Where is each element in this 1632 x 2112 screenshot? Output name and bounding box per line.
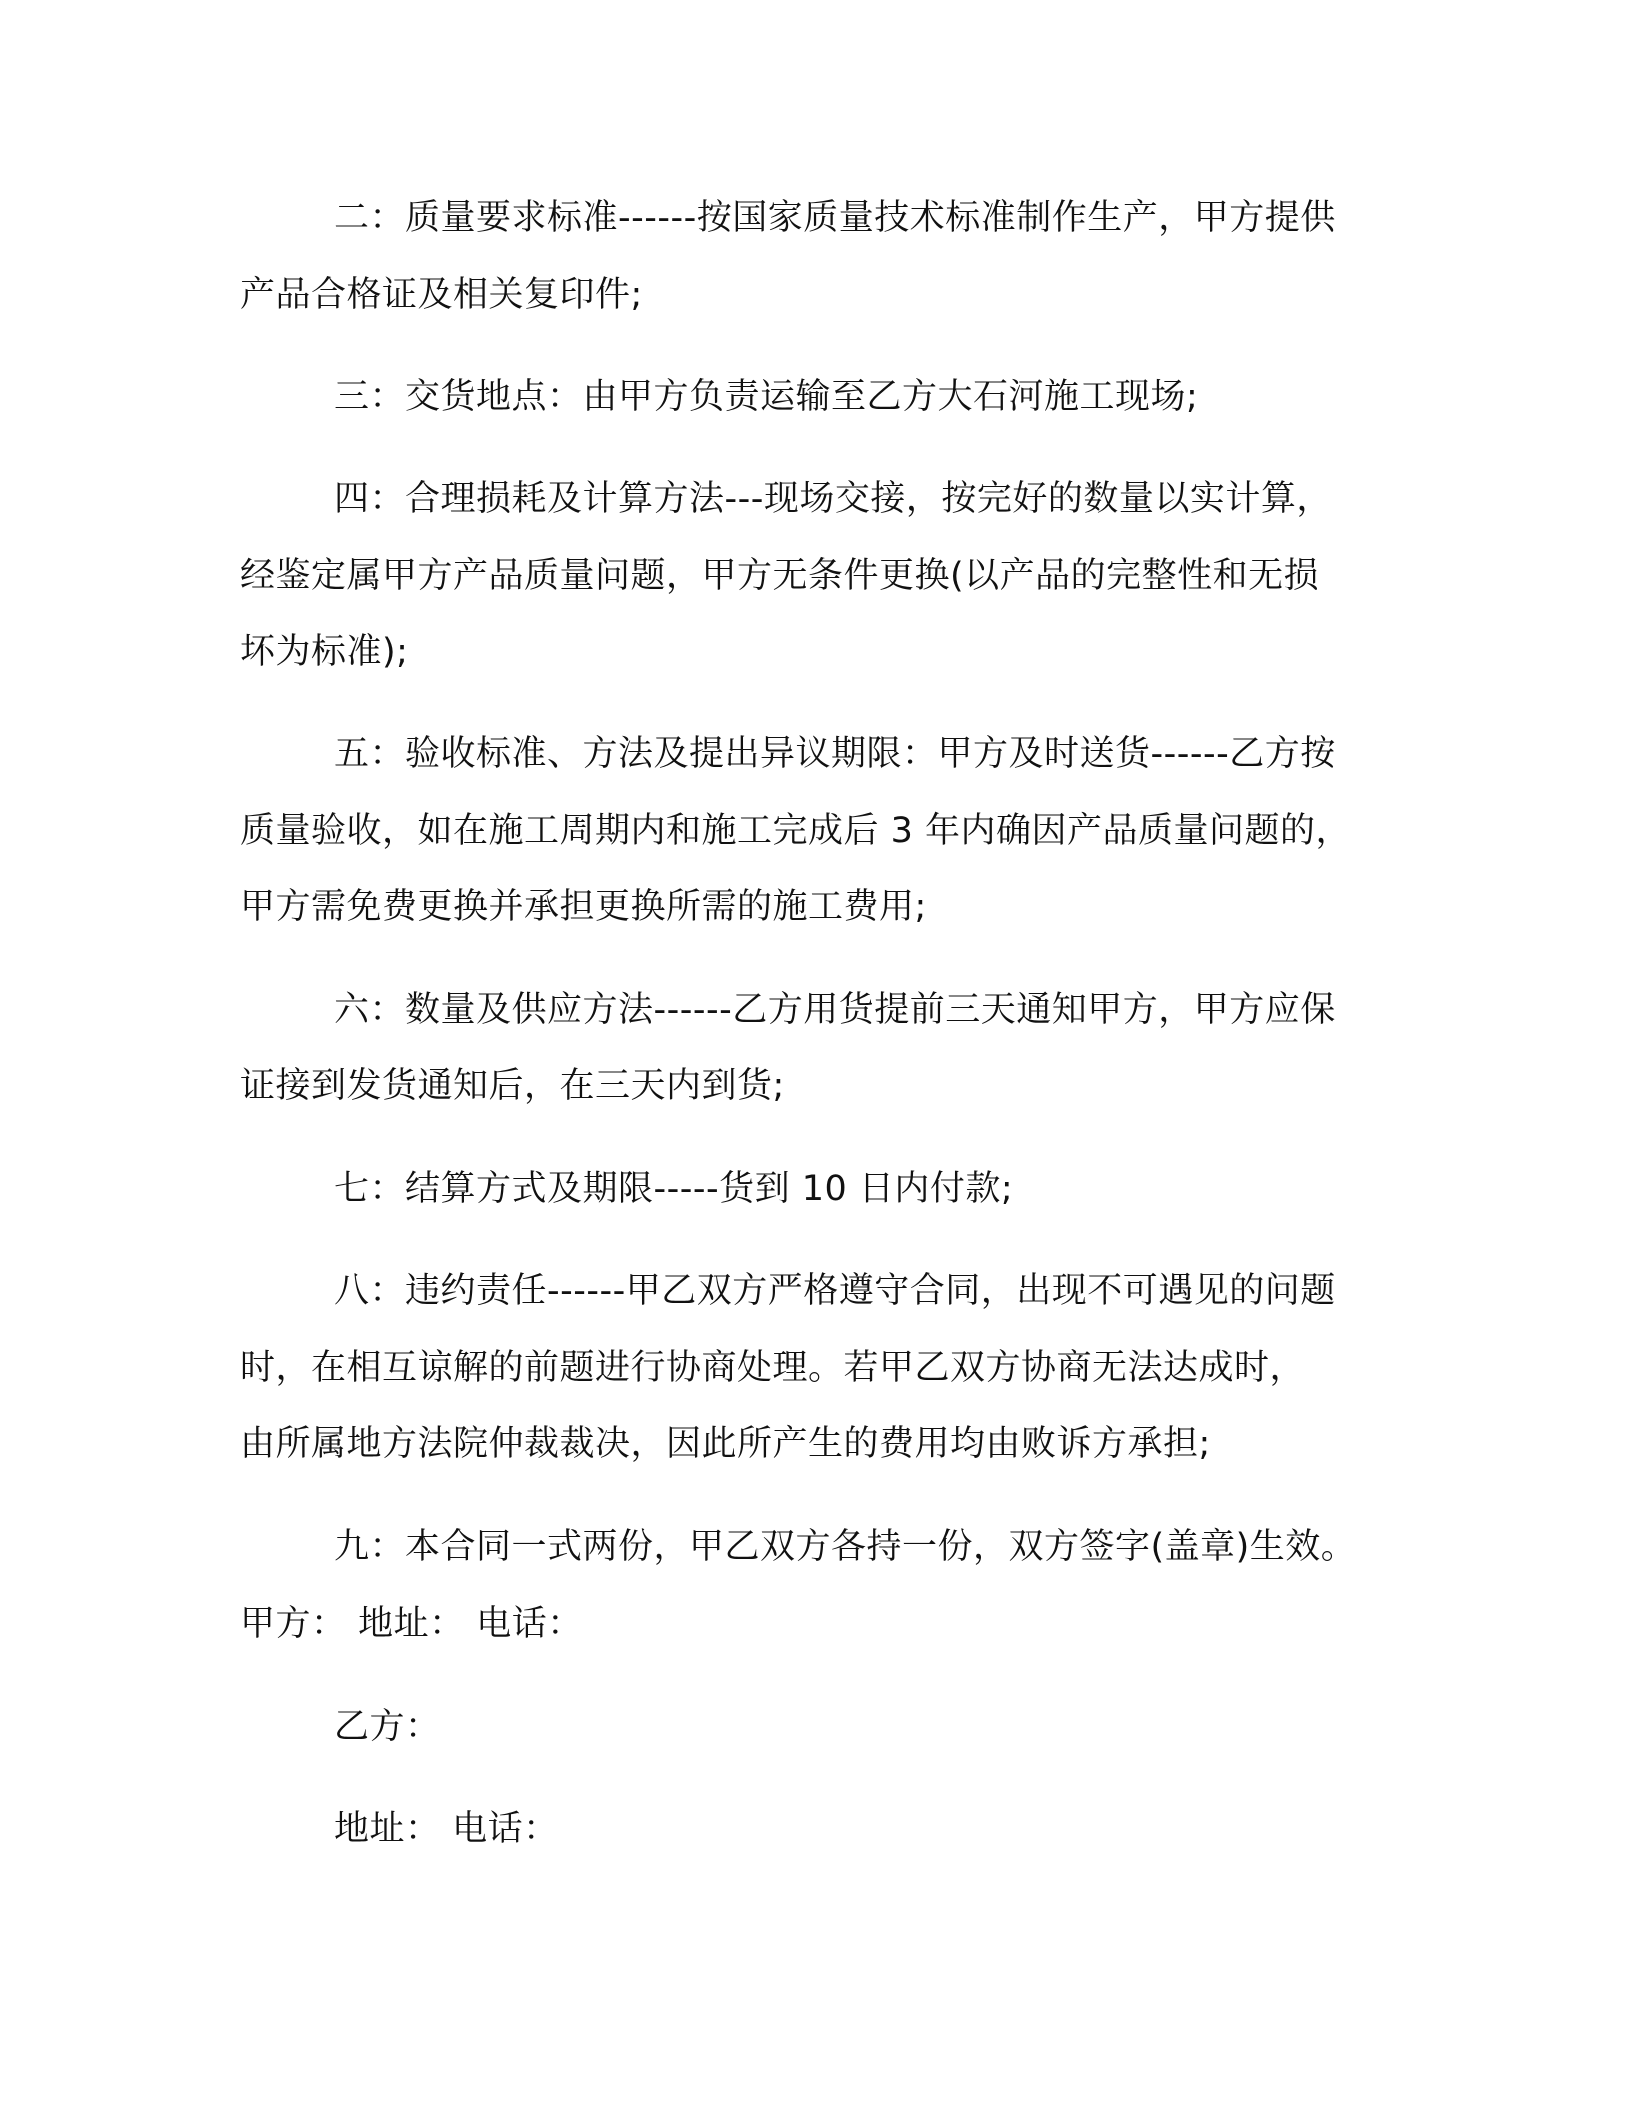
clause-6-line-1: 六：数量及供应方法------乙方用货提前三天通知甲方，甲方应保	[334, 990, 1336, 1030]
clause-5-line-2: 质量验收，如在施工周期内和施工完成后 3 年内确因产品质量问题的，	[240, 811, 1352, 851]
clause-2-line-2: 产品合格证及相关复印件;	[240, 275, 643, 315]
clause-2-line-1: 二：质量要求标准------按国家质量技术标准制作生产，甲方提供	[334, 198, 1336, 238]
clause-7-line-1: 七：结算方式及期限-----货到 10 日内付款;	[334, 1169, 1014, 1209]
clause-5-line-1: 五：验收标准、方法及提出异议期限：甲方及时送货------乙方按	[334, 734, 1336, 774]
clause-4-line-3: 坏为标准);	[240, 632, 409, 672]
clause-8-line-1: 八：违约责任------甲乙双方严格遵守合同，出现不可遇见的问题	[334, 1271, 1336, 1311]
clause-5-line-3: 甲方需免费更换并承担更换所需的施工费用;	[240, 887, 927, 927]
clause-8-line-3: 由所属地方法院仲裁裁决，因此所产生的费用均由败诉方承担;	[240, 1424, 1211, 1464]
clause-3-line-1: 三：交货地点：由甲方负责运输至乙方大石河施工现场;	[334, 377, 1199, 417]
clause-4-line-2: 经鉴定属甲方产品质量问题，甲方无条件更换(以产品的完整性和无损	[240, 556, 1320, 596]
party-a-signature-line: 甲方： 地址： 电话：	[240, 1604, 583, 1644]
clause-8-line-2: 时，在相互谅解的前题进行协商处理。若甲乙双方协商无法达成时，	[240, 1348, 1306, 1388]
party-b-contact-line: 地址： 电话：	[334, 1809, 559, 1849]
clause-6-line-2: 证接到发货通知后，在三天内到货;	[240, 1066, 785, 1106]
party-b-signature-line: 乙方：	[334, 1707, 441, 1747]
clause-9-line-1: 九：本合同一式两份，甲乙双方各持一份，双方签字(盖章)生效。	[334, 1527, 1357, 1567]
clause-4-line-1: 四：合理损耗及计算方法---现场交接，按完好的数量以实计算，	[334, 479, 1332, 519]
